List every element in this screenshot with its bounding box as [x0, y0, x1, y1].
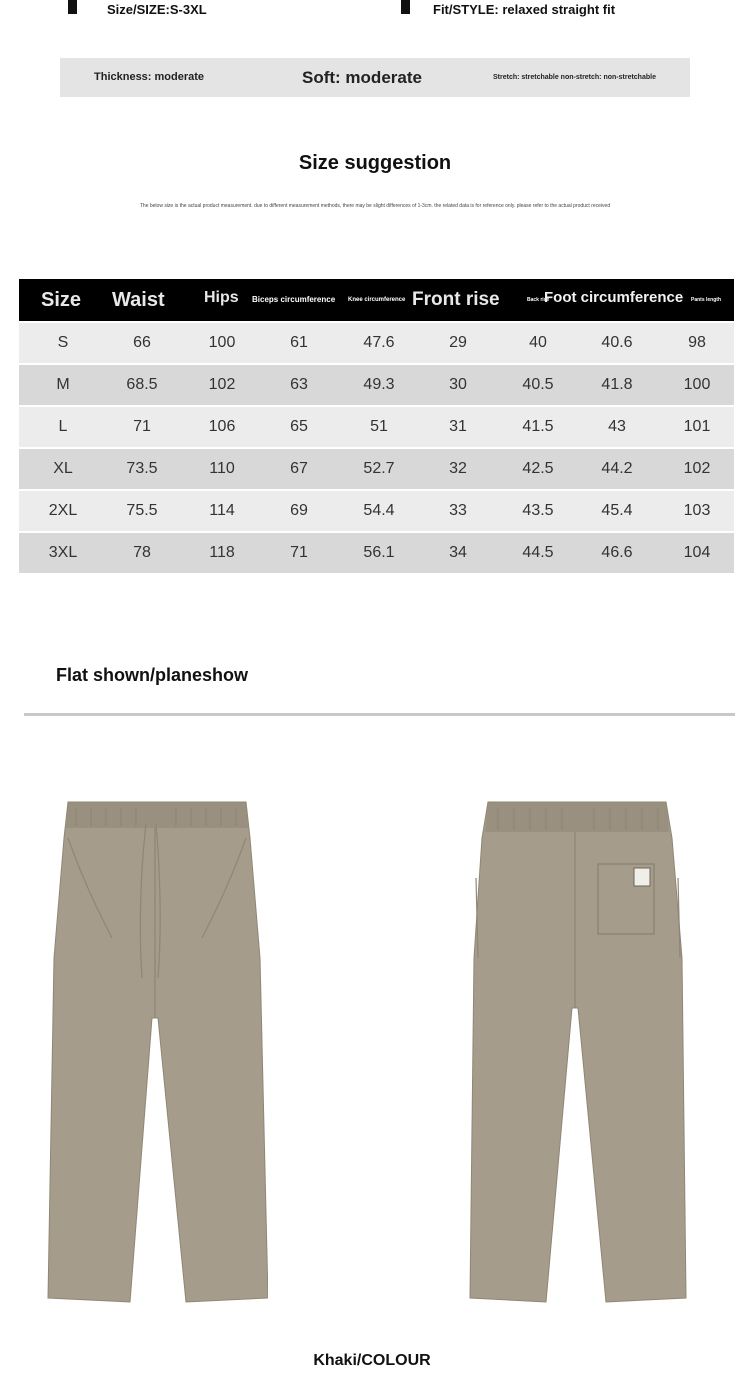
- table-cell: L: [58, 418, 68, 435]
- table-cell: 101: [683, 418, 711, 435]
- table-cell: 40.5: [522, 376, 554, 393]
- table-cell: 69: [290, 502, 308, 519]
- table-cell: 44.2: [601, 460, 633, 477]
- table-cell: 100: [208, 334, 236, 351]
- size-suggestion-title: Size suggestion: [298, 152, 452, 174]
- table-cell: 106: [208, 418, 236, 435]
- fabric-properties-band: [60, 58, 690, 97]
- table-row: [19, 533, 734, 573]
- section-divider: [24, 713, 735, 716]
- brand-tag: [634, 868, 650, 886]
- table-cell: 43.5: [522, 502, 554, 519]
- spec-marker: [68, 0, 77, 14]
- table-cell: 98: [688, 334, 706, 351]
- table-cell: 102: [683, 460, 711, 477]
- size-chart-table: [19, 279, 734, 573]
- table-cell: 65: [290, 418, 308, 435]
- table-body: [19, 323, 734, 573]
- table-row: [19, 323, 734, 363]
- table-cell: 40.6: [601, 334, 633, 351]
- table-cell: 45.4: [601, 502, 633, 519]
- table-row: [19, 407, 734, 447]
- table-cell: 61: [290, 334, 308, 351]
- flat-shown-title: Flat shown/planeshow: [56, 665, 249, 685]
- table-cell: 40: [529, 334, 547, 351]
- table-cell: 42.5: [522, 460, 554, 477]
- table-cell: 29: [449, 334, 467, 351]
- table-cell: 32: [449, 460, 467, 477]
- table-cell: 68.5: [126, 376, 158, 393]
- header-hips: Hips: [204, 289, 239, 306]
- size-range-label: Size/SIZE:S-3XL: [107, 2, 207, 17]
- header-biceps: Biceps circumference: [252, 295, 336, 304]
- header-front-rise: Front rise: [412, 289, 500, 310]
- table-cell: 51: [370, 418, 388, 435]
- pants-front-image: [46, 798, 268, 1308]
- spec-marker: [401, 0, 410, 14]
- table-cell: 46.6: [601, 544, 633, 561]
- table-cell: 71: [290, 544, 308, 561]
- table-header: [19, 279, 734, 321]
- table-cell: 100: [683, 376, 711, 393]
- table-cell: 41.8: [601, 376, 633, 393]
- table-cell: 52.7: [363, 460, 395, 477]
- pants-front-body: [48, 802, 268, 1302]
- table-cell: 33: [449, 502, 467, 519]
- table-cell: 3XL: [48, 544, 78, 561]
- table-cell: 34: [449, 544, 467, 561]
- header-foot-circumference: Foot circumference: [544, 289, 684, 306]
- table-cell: 103: [683, 502, 711, 519]
- table-row: [19, 449, 734, 489]
- table-cell: 31: [449, 418, 467, 435]
- table-cell: 71: [133, 418, 151, 435]
- table-cell: 67: [290, 460, 308, 477]
- header-back-rise: Back rise: [527, 297, 550, 303]
- table-cell: 30: [449, 376, 467, 393]
- table-cell: 102: [208, 376, 236, 393]
- table-row: [19, 365, 734, 405]
- table-row: [19, 491, 734, 531]
- header-waist: Waist: [112, 289, 165, 311]
- table-cell: 49.3: [363, 376, 395, 393]
- table-cell: 75.5: [126, 502, 158, 519]
- table-cell: 66: [133, 334, 151, 351]
- table-cell: 114: [209, 502, 235, 519]
- header-size: Size: [41, 289, 82, 311]
- table-cell: 44.5: [522, 544, 554, 561]
- thickness-property: Thickness: moderate: [94, 71, 205, 83]
- spec-header: [0, 0, 750, 24]
- table-cell: 110: [209, 460, 235, 477]
- table-cell: 47.6: [363, 334, 395, 351]
- softness-property: Soft: moderate: [302, 68, 422, 87]
- table-cell: 54.4: [363, 502, 395, 519]
- table-cell: 78: [133, 544, 151, 561]
- table-cell: 56.1: [363, 544, 395, 561]
- table-cell: 104: [683, 544, 711, 561]
- measurement-disclaimer: The below size is the actual product measurement. due to different measurement methods, there may be slight differences of 1-3cm. the related data is for reference only. please refer to the actual product received: [139, 203, 611, 209]
- table-cell: S: [57, 334, 69, 351]
- table-cell: 2XL: [48, 502, 78, 519]
- table-cell: XL: [53, 460, 73, 477]
- table-cell: 43: [608, 418, 626, 435]
- header-knee: Knee circumference: [348, 297, 406, 303]
- header-pants-length: Pants length: [691, 297, 722, 303]
- table-cell: M: [56, 376, 70, 393]
- pants-back-image: [466, 798, 688, 1308]
- table-cell: 41.5: [522, 418, 554, 435]
- table-cell: 73.5: [126, 460, 158, 477]
- table-cell: 118: [209, 544, 235, 561]
- fit-style-label: Fit/STYLE: relaxed straight fit: [433, 2, 616, 17]
- table-cell: 63: [290, 376, 308, 393]
- stretch-property: Stretch: stretchable non-stretch: non-stretchable: [493, 74, 656, 81]
- color-label: Khaki/COLOUR: [313, 1352, 431, 1369]
